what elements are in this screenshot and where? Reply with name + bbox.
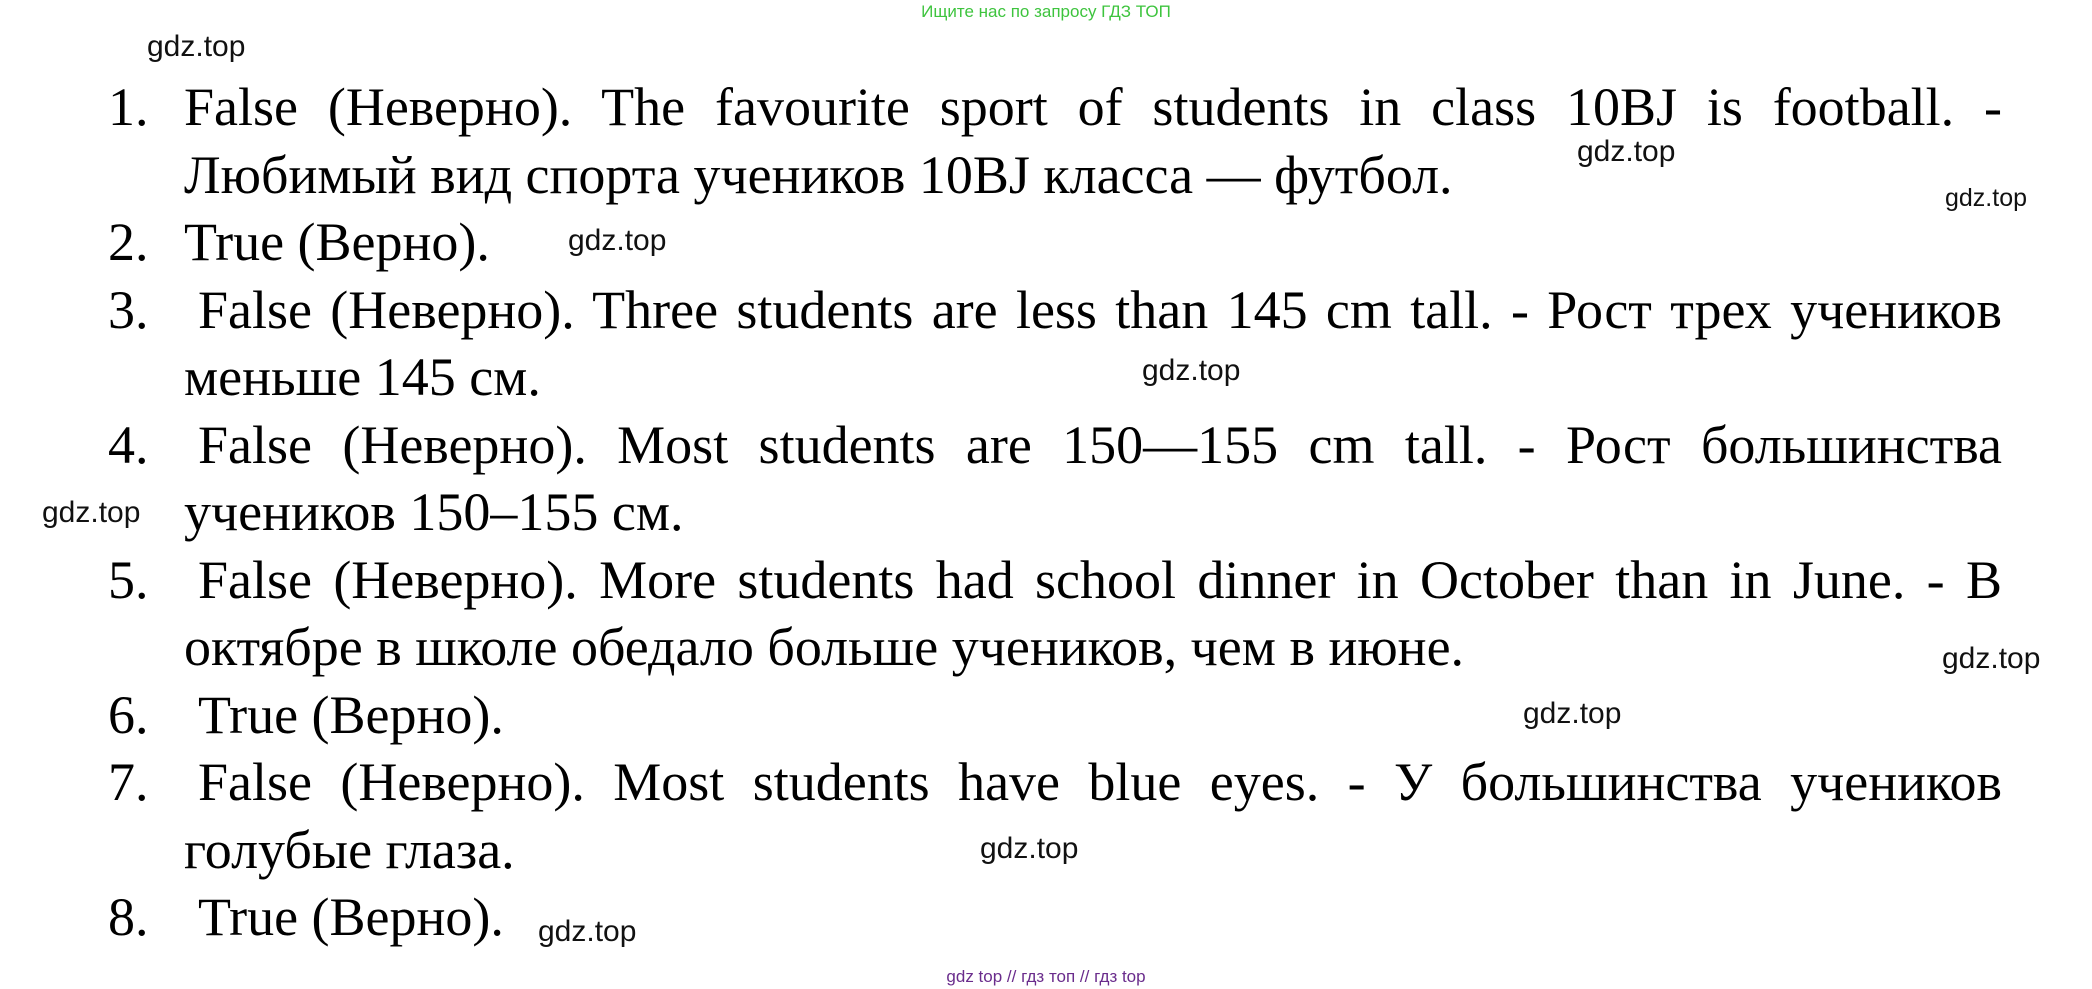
watermark: gdz.top [568,224,667,257]
answer-number: 8. [108,887,149,947]
answer-item-5 [108,547,2002,682]
watermark: gdz.top [42,496,141,529]
watermark: gdz.top [538,915,637,948]
answer-item-6 [108,682,2002,750]
watermark: gdz.top [1523,697,1622,730]
answer-item-3 [108,277,2002,412]
answer-number: 5. [108,549,149,610]
watermark: gdz.top [1945,184,2028,212]
watermark: gdz.top [980,832,1079,865]
watermark: gdz.top [1577,135,1676,168]
answer-number: 4. [108,414,149,475]
answer-number: 6. [108,684,149,745]
answer-text: True (Верно). [184,212,490,272]
answer-item-2 [108,209,2002,277]
watermark: gdz.top [1142,354,1241,387]
answer-text: True (Верно). [198,684,504,745]
answer-number: 2. [108,212,149,272]
answer-number: 1. [108,77,149,137]
answer-text: False (Неверно). Three students are less than 145 cm tall. - Рост трех учеников меньше 145 см. [184,279,2002,407]
watermark: gdz.top [1942,642,2041,675]
answer-number: 3. [108,279,149,340]
answer-text: False (Неверно). More students had school dinner in October than in June. - В октябре в школе обедало больше учеников, чем в июне. [184,549,2002,677]
answer-text: False (Неверно). The favourite sport of students in class 10BJ is football. - Любимый вид спорта учеников 10BJ класса — футбол. [184,77,2002,205]
answer-item-1 [108,74,2002,209]
search-banner: Ищите нас по запросу ГДЗ ТОП [921,2,1171,21]
answer-text: False (Неверно). Most students are 150—155 cm tall. - Рост большинства учеников 150–155 см. [184,414,2002,542]
answer-item-4 [108,412,2002,547]
answer-item-8 [108,884,2002,952]
answer-list [108,74,2002,952]
footer-watermark: gdz top // гдз топ // гдз top [946,967,1146,986]
watermark: gdz.top [147,30,246,63]
answer-text: False (Неверно). Most students have blue eyes. - У большинства учеников голубые глаза. [184,752,2002,880]
answer-text: True (Верно). [198,887,504,947]
answer-number: 7. [108,752,149,812]
